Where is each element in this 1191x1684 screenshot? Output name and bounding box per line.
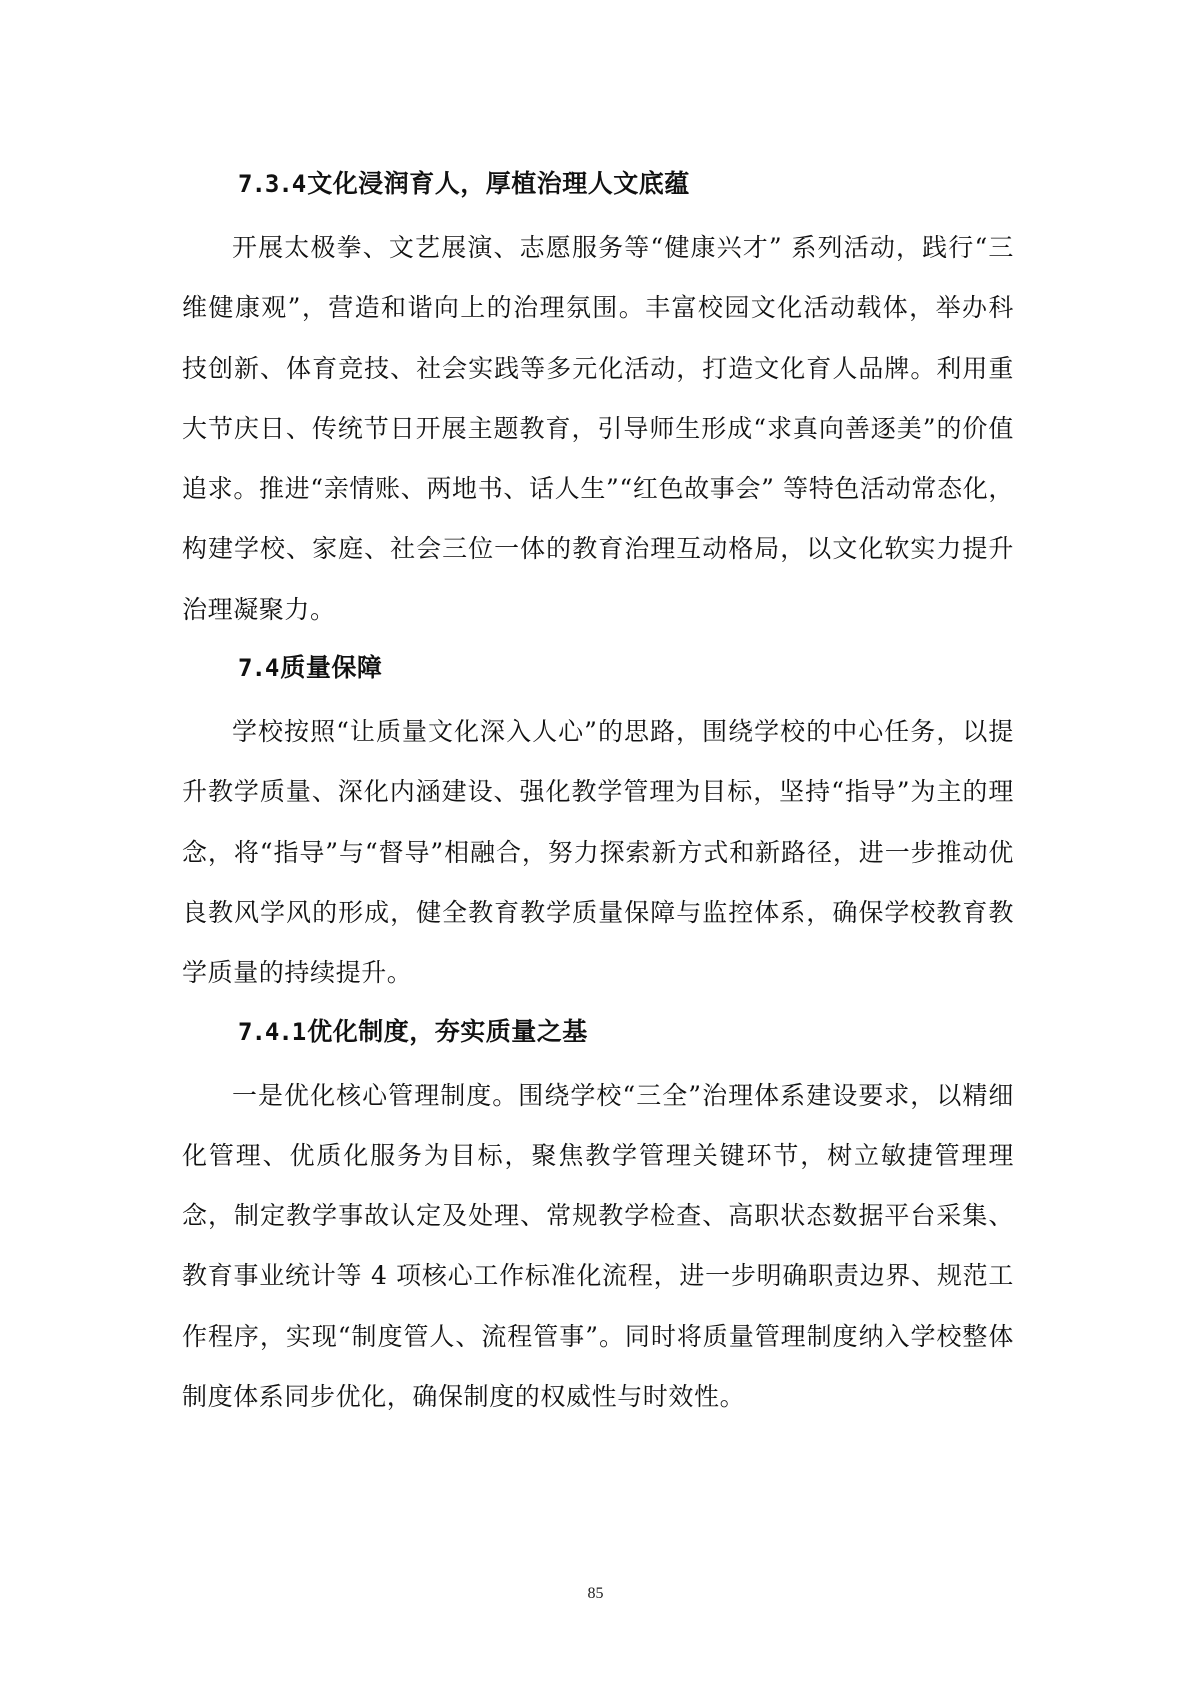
document-body xyxy=(182,158,1014,1429)
section-heading-7-4 xyxy=(182,642,1014,694)
section-title: 文化浸润育人，厚植治理人文底蕴 xyxy=(307,169,690,198)
section-heading-7-4-1 xyxy=(182,1006,1014,1058)
section-number: 7.4.1 xyxy=(238,1017,306,1046)
paragraph: 一是优化核心管理制度。围绕学校“三全”治理体系建设要求，以精细化管理、优质化服务为目标，聚焦教学管理关键环节，树立敏捷管理理念，制定教学事故认定及处理、常规教学检查、高职状态数据平台采集、教育事业统计等 4 项核心工作标准化流程，进一步明确职责边界、规范工作程序，实现“制度管人、流程管事”。同时将质量管理制度纳入学校整体制度体系同步优化，确保制度的权威性与时效性。 xyxy=(182,1080,1014,1412)
paragraph: 开展太极拳、文艺展演、志愿服务等“健康兴才” 系列活动，践行“三维健康观”，营造和谐向上的治理氛围。丰富校园文化活动载体，举办科技创新、体育竞技、社会实践等多元化活动，打造文化育人品牌。利用重大节庆日、传统节日开展主题教育，引导师生形成“求真向善逐美”的价值追求。推进“亲情账、两地书、话人生”“红色故事会” 等特色活动常态化，构建学校、家庭、社会三位一体的教育治理互动格局，以文化软实力提升治理凝聚力。 xyxy=(182,233,1014,624)
section-title: 优化制度，夯实质量之基 xyxy=(307,1016,588,1046)
section-heading-7-3-4 xyxy=(182,158,1014,210)
section-number: 7.3.4 xyxy=(238,170,306,198)
paragraph: 学校按照“让质量文化深入人心”的思路，围绕学校的中心任务，以提升教学质量、深化内涵建设、强化教学管理为目标，坚持“指导”为主的理念，将“指导”与“督导”相融合，努力探索新方式和新路径，进一步推动优良教风学风的形成，健全教育教学质量保障与监控体系，确保学校教育教学质量的持续提升。 xyxy=(182,717,1014,988)
section-title: 质量保障 xyxy=(280,653,383,683)
page-number: 85 xyxy=(587,1585,604,1602)
section-number: 7.4 xyxy=(238,654,279,683)
